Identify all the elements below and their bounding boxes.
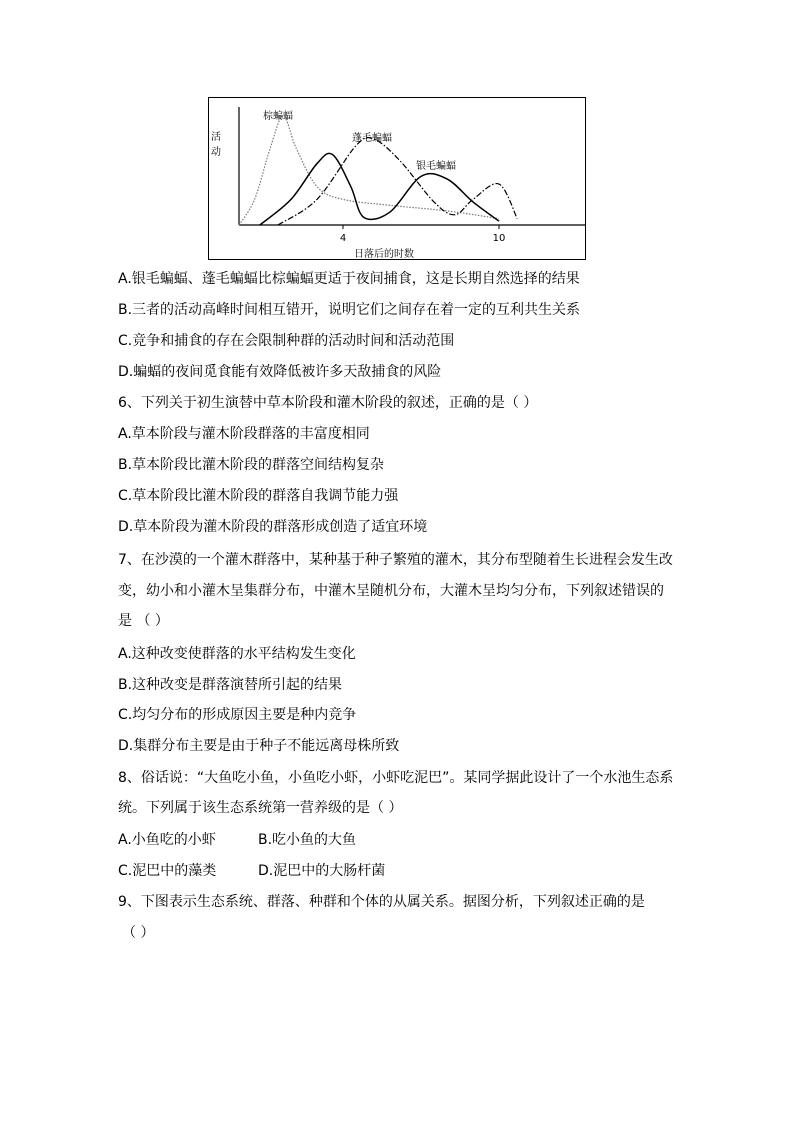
q9-stem-line-2: （ ） <box>122 925 155 941</box>
q8-options-row-2 <box>118 862 385 880</box>
y-axis-label-1: 活 <box>211 132 221 143</box>
series-label-silver-bat: 银毛蝙蝠 <box>416 161 456 172</box>
q6-stem: 6、下列关于初生演替中草本阶段和灌木阶段的叙述，正确的是（ ） <box>118 395 538 411</box>
q6-option-c: C.草本阶段比灌木阶段的群落自我调节能力强 <box>118 488 399 504</box>
series-label-hoary-bat: 蓬毛蝙蝠 <box>352 133 392 144</box>
q7-stem-line-2: 变，幼小和小灌木呈集群分布，中灌木呈随机分布，大灌木呈均匀分布，下列叙述错误的 <box>118 583 664 599</box>
q6-option-a: A.草本阶段与灌木阶段群落的丰富度相同 <box>118 426 370 442</box>
y-axis-label-2: 动 <box>211 147 221 158</box>
q8-options-row-1 <box>118 831 356 849</box>
q8-option-b: B.吃小鱼的大鱼 <box>258 832 357 848</box>
q8-option-d: D.泥巴中的大肠杆菌 <box>258 863 386 879</box>
x-tick-label: 4 <box>339 233 347 244</box>
q6-option-b: B.草本阶段比灌木阶段的群落空间结构复杂 <box>118 457 385 473</box>
q8-stem-line-2: 统。下列属于该生态系统第一营养级的是（ ） <box>118 800 403 816</box>
q8-option-c: C.泥巴中的藻类 <box>118 863 217 879</box>
q5-option-a: A.银毛蝙蝠、蓬毛蝙蝠比棕蝙蝠更适于夜间捕食，这是长期自然选择的结果 <box>118 271 580 287</box>
q7-option-a: A.这种改变使群落的水平结构发生变化 <box>118 646 356 662</box>
q7-option-b: B.这种改变是群落演替所引起的结果 <box>118 677 343 693</box>
q7-stem-line-1: 7、在沙漠的一个灌木群落中，某种基于种子繁殖的灌木，其分布型随着生长进程会发生改 <box>118 552 673 568</box>
q7-option-d: D.集群分布主要是由于种子不能远离母株所致 <box>118 738 400 754</box>
q8-stem-line-1: 8、俗话说：“大鱼吃小鱼，小鱼吃小虾，小虾吃泥巴”。某同学据此设计了一个水池生态系 <box>118 770 674 786</box>
q5-option-d: D.蝙蝠的夜间觅食能有效降低被许多天敌捕食的风险 <box>118 364 442 380</box>
bat-activity-figure <box>208 97 586 260</box>
q5-option-c: C.竞争和捕食的存在会限制种群的活动时间和活动范围 <box>118 333 455 349</box>
q9-stem-line-1: 9、下图表示生态系统、群落、种群和个体的从属关系。据图分析，下列叙述正确的是 <box>118 894 645 910</box>
q7-stem-line-3: 是 （ ） <box>118 613 169 629</box>
x-tick-label: 10 <box>492 233 506 244</box>
x-axis-label: 日落后的时数 <box>354 249 414 260</box>
q6-option-d: D.草本阶段为灌木阶段的群落形成创造了适宜环境 <box>118 519 428 535</box>
q7-option-c: C.均匀分布的形成原因主要是种内竞争 <box>118 707 357 723</box>
q5-option-b: B.三者的活动高峰时间相互错开，说明它们之间存在着一定的互利共生关系 <box>118 302 581 318</box>
q8-option-a: A.小鱼吃的小虾 <box>118 832 216 848</box>
series-label-brown-bat: 棕蝙蝠 <box>263 111 293 122</box>
